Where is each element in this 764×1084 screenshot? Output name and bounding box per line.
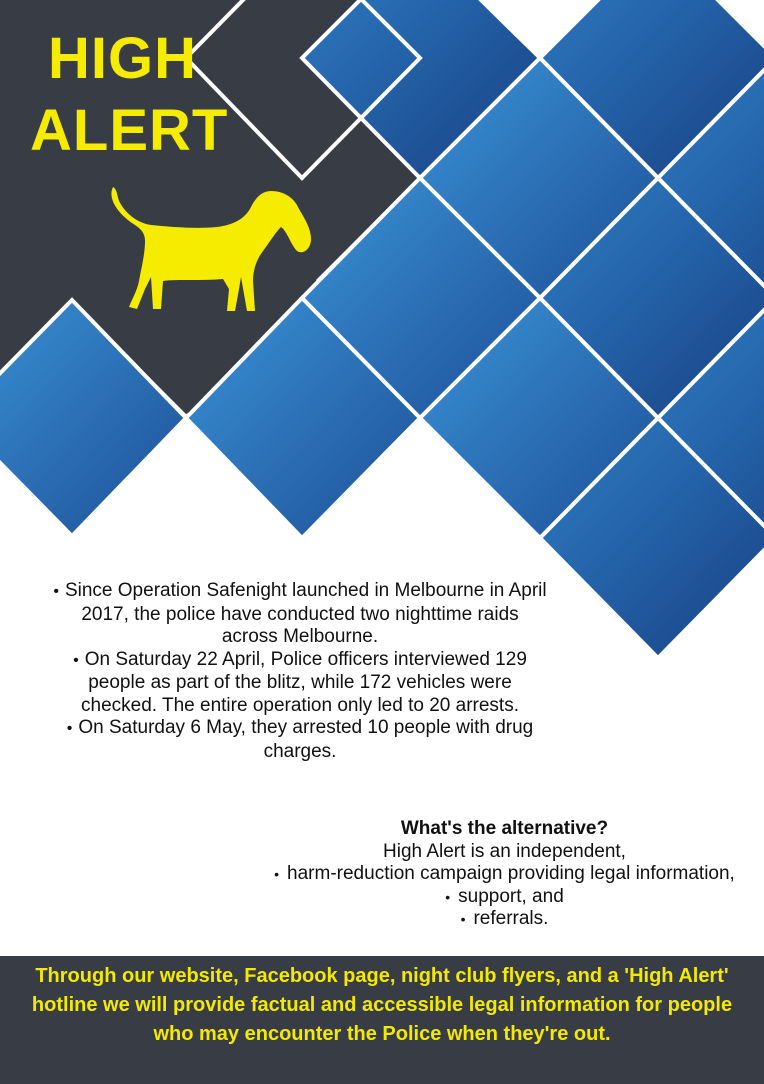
- bullet-icon: •: [66, 720, 73, 737]
- bullet-icon: •: [53, 583, 59, 600]
- list-item: [0, 717, 600, 763]
- list-item: [0, 580, 600, 649]
- fact-text: 2017, the police have conducted two nighttime raids: [81, 603, 519, 625]
- point-text: harm-reduction campaign providing legal information,: [287, 863, 735, 884]
- fact-text: people as part of the blitz, while 172 vehicles were: [88, 672, 512, 693]
- footer-banner: [0, 956, 764, 1084]
- alternative-intro: High Alert is an independent,: [383, 840, 626, 862]
- bullet-icon: •: [73, 651, 79, 669]
- point-text: support, and: [458, 885, 564, 907]
- list-item: [245, 863, 764, 886]
- bullet-icon: •: [274, 866, 280, 882]
- facts-list: [0, 580, 600, 763]
- bullet-icon: •: [445, 888, 451, 905]
- list-item: [0, 649, 600, 718]
- fact-text: checked. The entire operation only led to 20 arrests.: [81, 694, 519, 716]
- fact-text: On Saturday 6 May, they arrested 10 people with drug: [78, 717, 534, 738]
- title-line-1: HIGH: [48, 26, 197, 91]
- alternative-heading: What's the alternative?: [400, 818, 609, 839]
- bullet-icon: •: [460, 911, 466, 927]
- title-line-2: ALERT: [30, 98, 229, 163]
- point-text: referrals.: [473, 908, 549, 929]
- fact-text: Since Operation Safenight launched in Melbourne in April: [64, 580, 547, 601]
- fact-text: charges.: [263, 740, 337, 762]
- beagle-dog-icon: [105, 185, 320, 320]
- list-item: [245, 908, 764, 931]
- fact-text: across Melbourne.: [221, 626, 379, 647]
- fact-text: On Saturday 22 April, Police officers interviewed 129: [84, 648, 527, 670]
- footer-text: Through our website, Facebook page, night club flyers, and a 'High Alert' hotline we will provide factual and accessible legal information for people who may encounter the Police when they're out.: [31, 965, 733, 1045]
- alternative-section: [245, 818, 764, 931]
- list-item: [245, 886, 764, 909]
